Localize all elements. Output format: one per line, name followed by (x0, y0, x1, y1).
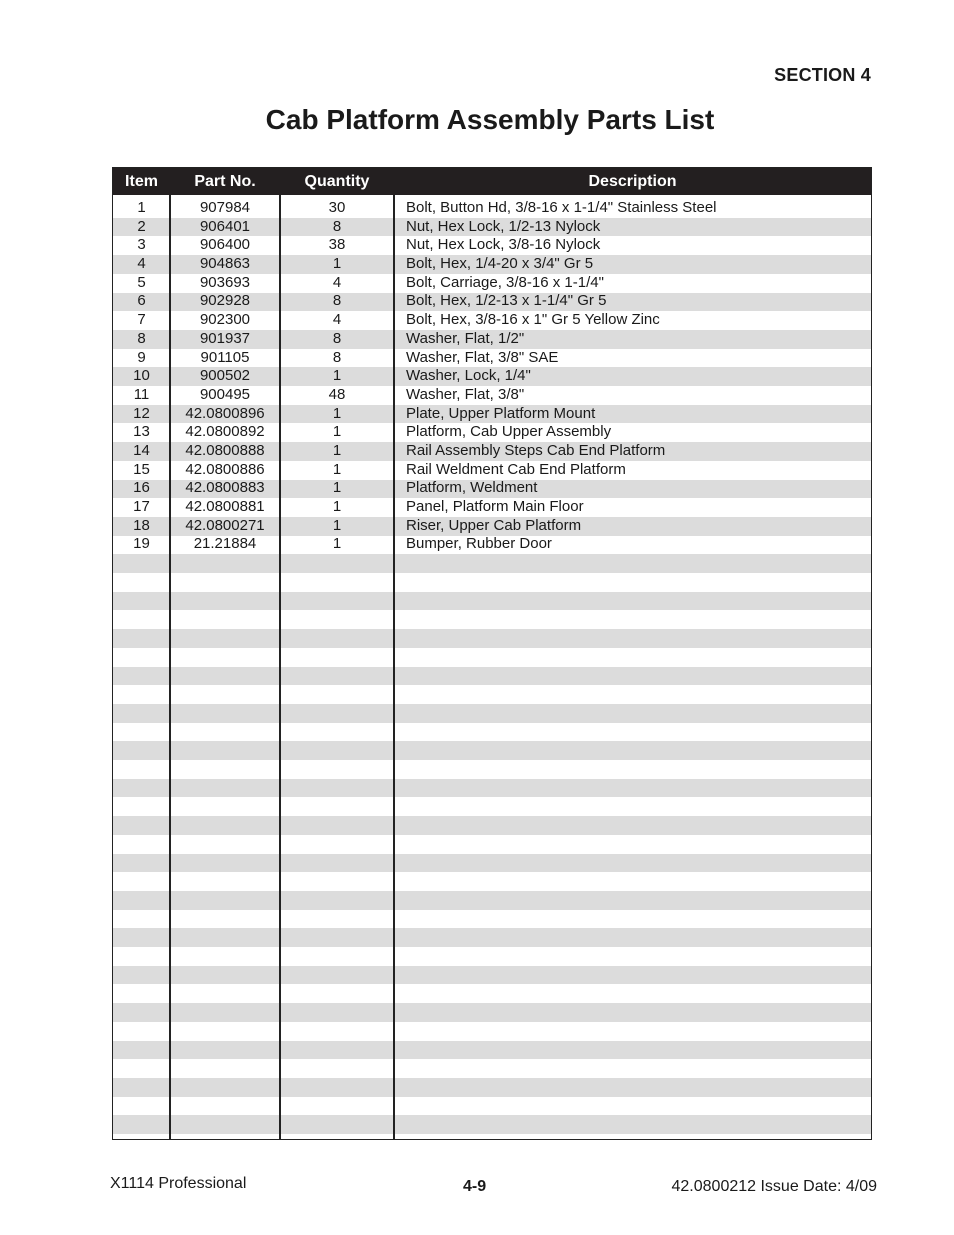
description: Washer, Flat, 1/2" (406, 329, 525, 347)
table-row (113, 423, 871, 442)
description: Bolt, Hex, 3/8-16 x 1" Gr 5 Yellow Zinc (406, 311, 660, 329)
item-number: 11 (133, 385, 150, 403)
quantity: 1 (332, 404, 342, 422)
part-number: 907984 (199, 199, 251, 216)
description: Riser, Upper Cab Platform (406, 516, 582, 534)
quantity: 1 (332, 367, 342, 385)
quantity: 4 (332, 273, 342, 291)
row-stripe (113, 1115, 871, 1134)
quantity: 1 (332, 516, 342, 534)
row-stripe (113, 741, 871, 760)
row-stripe (113, 779, 871, 798)
header-part-no: Part No. (194, 172, 256, 190)
row-stripe (113, 629, 871, 648)
description: Panel, Platform Main Floor (406, 498, 584, 515)
quantity: 8 (332, 292, 342, 310)
footer-product: X1114 Professional (110, 1175, 247, 1192)
description: Washer, Flat, 3/8" SAE (406, 348, 559, 366)
column-divider (169, 195, 171, 1139)
table-row (113, 517, 871, 536)
footer-doc-info: 42.0800212 Issue Date: 4/09 (671, 1178, 877, 1195)
row-stripe (113, 592, 871, 611)
row-stripe (113, 854, 871, 873)
description: Washer, Lock, 1/4" (406, 367, 531, 385)
item-number: 7 (137, 311, 146, 329)
table-row (113, 386, 871, 405)
quantity: 1 (332, 479, 342, 497)
part-number: 42.0800888 (185, 441, 265, 459)
item-number: 8 (137, 329, 146, 347)
parts-table (112, 167, 872, 1140)
table-row (113, 535, 871, 554)
header-item: Item (125, 172, 158, 190)
item-number: 5 (137, 273, 146, 291)
table-row (113, 330, 871, 349)
description: Bolt, Button Hd, 3/8-16 x 1-1/4" Stainless Steel (406, 199, 717, 216)
quantity: 1 (332, 498, 342, 515)
table-rows (113, 199, 871, 554)
description: Bolt, Hex, 1/4-20 x 3/4" Gr 5 (406, 255, 594, 273)
quantity: 1 (332, 535, 342, 553)
item-number: 13 (133, 423, 150, 441)
part-number: 42.0800883 (185, 479, 265, 497)
part-number: 902928 (199, 292, 251, 310)
quantity: 48 (328, 385, 346, 403)
item-number: 12 (133, 404, 150, 422)
part-number: 903693 (199, 273, 251, 291)
part-number: 900502 (199, 367, 251, 385)
page-title: Cab Platform Assembly Parts List (265, 104, 715, 135)
quantity: 1 (332, 423, 342, 441)
quantity: 8 (332, 329, 342, 347)
section-label: SECTION 4 (774, 65, 871, 85)
row-stripe (113, 928, 871, 947)
description: Washer, Flat, 3/8" (406, 385, 525, 403)
column-divider (393, 195, 395, 1139)
description: Plate, Upper Platform Mount (406, 404, 596, 422)
part-number: 900495 (199, 385, 251, 403)
quantity: 1 (332, 460, 342, 478)
table-row (113, 479, 871, 498)
table-row (113, 292, 871, 311)
table-row (113, 367, 871, 386)
row-stripe (113, 554, 871, 573)
table-row (113, 405, 871, 424)
part-number: 42.0800886 (185, 460, 265, 478)
table-row (113, 498, 871, 517)
description: Nut, Hex Lock, 1/2-13 Nylock (406, 217, 601, 235)
item-number: 6 (137, 292, 146, 310)
header-description: Description (588, 172, 677, 190)
description: Bumper, Rubber Door (406, 535, 552, 553)
description: Bolt, Hex, 1/2-13 x 1-1/4" Gr 5 (406, 292, 607, 310)
row-stripe (113, 966, 871, 985)
description: Bolt, Carriage, 3/8-16 x 1-1/4" (406, 273, 604, 291)
quantity: 38 (328, 236, 346, 254)
item-number: 17 (133, 498, 150, 515)
part-number: 906401 (199, 217, 251, 235)
part-number: 21.21884 (193, 535, 257, 553)
description: Rail Weldment Cab End Platform (406, 460, 626, 478)
part-number: 42.0800271 (185, 516, 265, 534)
footer-page-number: 4-9 (463, 1178, 487, 1195)
row-stripe (113, 891, 871, 910)
item-number: 3 (137, 236, 146, 254)
description: Platform, Weldment (406, 479, 538, 497)
item-number: 9 (137, 348, 146, 366)
item-number: 1 (137, 199, 146, 216)
table-row (113, 349, 871, 368)
table-row (113, 311, 871, 330)
item-number: 2 (137, 217, 146, 235)
row-stripe (113, 1041, 871, 1060)
column-divider (279, 195, 281, 1139)
table-body (113, 195, 871, 1139)
item-number: 14 (133, 441, 150, 459)
table-row (113, 442, 871, 461)
part-number: 42.0800881 (185, 498, 265, 515)
table-header (113, 168, 871, 195)
row-stripe (113, 1003, 871, 1022)
part-number: 901105 (200, 348, 250, 366)
part-number: 902300 (199, 311, 251, 329)
table-row (113, 274, 871, 293)
row-stripe (113, 1078, 871, 1097)
quantity: 30 (328, 199, 346, 216)
quantity: 8 (332, 217, 342, 235)
table-row (113, 255, 871, 274)
item-number: 19 (133, 535, 150, 553)
description: Nut, Hex Lock, 3/8-16 Nylock (406, 236, 601, 254)
item-number: 4 (137, 255, 146, 273)
table-row (113, 461, 871, 480)
quantity: 1 (332, 255, 342, 273)
table-row (113, 236, 871, 255)
row-stripe (113, 667, 871, 686)
table-row (113, 218, 871, 237)
part-number: 906400 (199, 236, 251, 254)
item-number: 16 (133, 479, 150, 497)
description: Platform, Cab Upper Assembly (406, 423, 612, 441)
description: Rail Assembly Steps Cab End Platform (406, 441, 666, 459)
row-stripe (113, 816, 871, 835)
quantity: 1 (332, 441, 342, 459)
item-number: 18 (133, 516, 150, 534)
row-stripe (113, 704, 871, 723)
table-row (113, 199, 871, 218)
quantity: 4 (332, 311, 342, 329)
part-number: 901937 (199, 329, 251, 347)
item-number: 15 (133, 460, 150, 478)
header-quantity: Quantity (304, 172, 370, 190)
part-number: 904863 (199, 255, 251, 273)
part-number: 42.0800896 (185, 404, 265, 422)
item-number: 10 (133, 367, 150, 385)
part-number: 42.0800892 (185, 423, 265, 441)
quantity: 8 (332, 348, 342, 366)
